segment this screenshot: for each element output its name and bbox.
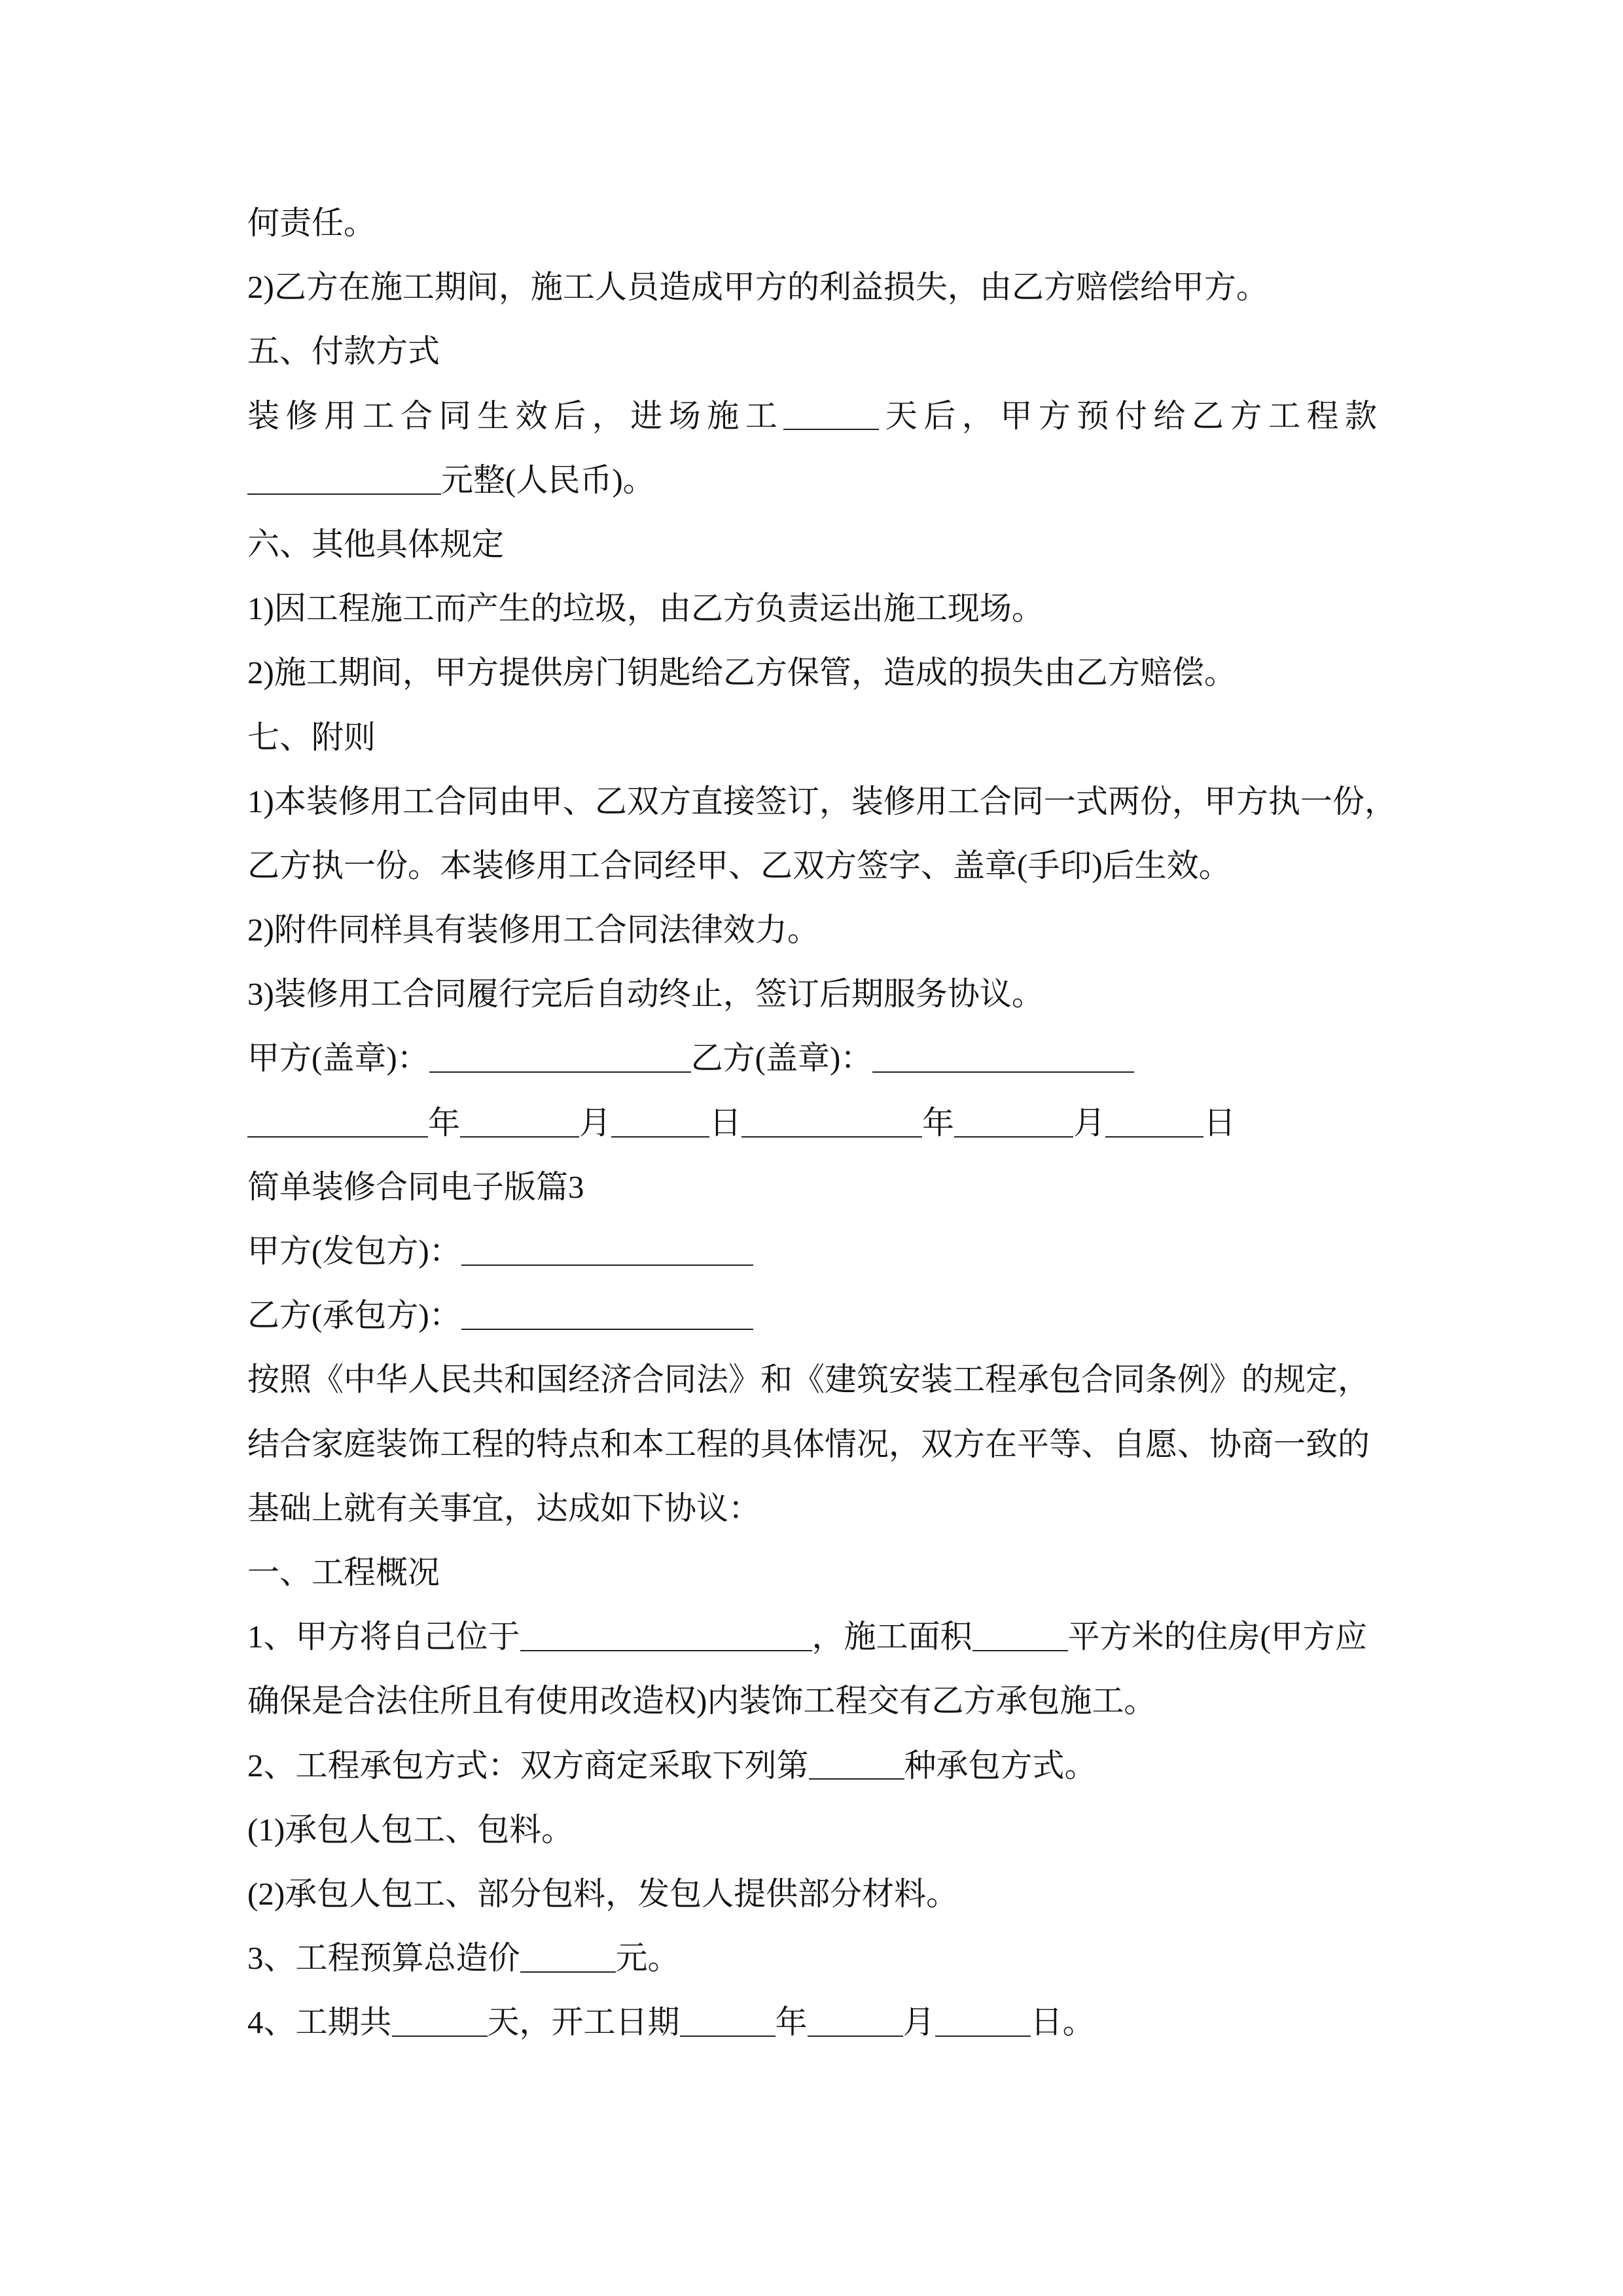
year-blank[interactable] <box>741 1104 922 1138</box>
text-line: 2)乙方在施工期间，施工人员造成甲方的利益损失，由乙方赔偿给甲方。 <box>247 269 1268 306</box>
day-label: 日 <box>709 1104 742 1141</box>
paragraph <box>247 1348 1377 1412</box>
party-a-line <box>247 1219 1377 1283</box>
year-blank[interactable] <box>247 1104 428 1138</box>
period-clause <box>247 1990 1377 2054</box>
party-b-label: 乙方(承包方)： <box>247 1297 461 1334</box>
text-line: 按照《中华人民共和国经济合同法》和《建筑安装工程承包合同条例》的规定， <box>247 1361 1370 1398</box>
payment-clause <box>247 384 1377 448</box>
clause-text: 元。 <box>615 1940 680 1977</box>
day-label: 日。 <box>1030 2004 1095 2041</box>
budget-clause <box>247 1926 1377 1990</box>
subtitle-text: 简单装修合同电子版篇3 <box>247 1168 584 1205</box>
paragraph <box>247 641 1377 705</box>
heading-text: 七、附则 <box>247 719 376 755</box>
text-line: 乙方执一份。本装修用工合同经甲、乙双方签字、盖章(手印)后生效。 <box>247 847 1231 884</box>
party-b-seal-blank[interactable] <box>872 1039 1134 1073</box>
clause-text: 2、工程承包方式：双方商定采取下列第 <box>247 1747 809 1784</box>
year-label: 年 <box>428 1104 461 1141</box>
text-line: 确保是合法住所且有使用改造权)内装饰工程交有乙方承包施工。 <box>247 1683 1156 1719</box>
day-blank[interactable] <box>611 1104 709 1138</box>
signature-dates <box>247 1091 1377 1155</box>
day-blank[interactable] <box>1105 1104 1204 1138</box>
party-a-seal-blank[interactable] <box>429 1039 691 1073</box>
text-line: 何责任。 <box>247 205 376 241</box>
amount-clause <box>247 448 1377 512</box>
clause-text: 平方米的住房(甲方应 <box>1067 1619 1367 1655</box>
paragraph <box>247 770 1397 834</box>
signature-line <box>247 1026 1377 1090</box>
document-body <box>247 191 1397 2054</box>
text-line: 3)装修用工合同履行完后自动终止，签订后期服务协议。 <box>247 976 1044 1013</box>
paragraph <box>247 1477 1377 1541</box>
party-b-line <box>247 1283 1377 1348</box>
section-heading <box>247 706 1377 770</box>
year-label: 年 <box>922 1104 955 1141</box>
clause-text: 天后，甲方预付给乙方工程款 <box>879 397 1377 434</box>
paragraph <box>247 1798 1377 1862</box>
paragraph <box>247 577 1377 641</box>
clause-text: 种承包方式。 <box>904 1747 1097 1784</box>
location-clause <box>247 1605 1377 1669</box>
year-label: 年 <box>775 2004 808 2041</box>
contract-mode-clause <box>247 1734 1377 1798</box>
clause-text: 1、甲方将自己位于 <box>247 1619 520 1655</box>
location-blank[interactable] <box>520 1618 812 1651</box>
paragraph <box>247 1412 1377 1477</box>
duration-blank[interactable] <box>392 2003 488 2037</box>
party-a-name-blank[interactable] <box>461 1232 753 1266</box>
month-label: 月 <box>902 2004 935 2041</box>
month-blank[interactable] <box>954 1104 1073 1138</box>
text-line: 2)附件同样具有装修用工合同法律效力。 <box>247 912 819 948</box>
text-line: 基础上就有关事宜，达成如下协议： <box>247 1490 761 1526</box>
clause-text: 元整(人民币)。 <box>441 461 655 498</box>
paragraph <box>247 962 1377 1026</box>
paragraph <box>247 191 1377 255</box>
mode-number-blank[interactable] <box>809 1746 904 1780</box>
text-line: (1)承包人包工、包料。 <box>247 1811 574 1848</box>
text-line: 1)因工程施工而产生的垃圾，由乙方负责运出施工现场。 <box>247 590 1044 627</box>
amount-blank[interactable] <box>247 461 441 495</box>
text-line: 2)施工期间，甲方提供房门钥匙给乙方保管，造成的损失由乙方赔偿。 <box>247 655 1236 691</box>
paragraph <box>247 834 1377 898</box>
clause-text: 天，开工日期 <box>487 2004 680 2041</box>
start-month-blank[interactable] <box>808 2003 903 2037</box>
party-b-seal-label: 乙方(盖章)： <box>690 1040 873 1077</box>
heading-text: 一、工程概况 <box>247 1554 440 1590</box>
month-label: 月 <box>1073 1104 1106 1141</box>
document-subtitle <box>247 1155 1377 1219</box>
clause-text: 装修用工合同生效后，进场施工 <box>247 397 784 434</box>
clause-text: 4、工期共 <box>247 2004 392 2041</box>
month-blank[interactable] <box>460 1104 579 1138</box>
heading-text: 五、付款方式 <box>247 333 440 370</box>
paragraph <box>247 1862 1377 1926</box>
start-year-blank[interactable] <box>680 2003 776 2037</box>
section-heading <box>247 319 1377 384</box>
paragraph <box>247 255 1377 319</box>
party-a-seal-label: 甲方(盖章)： <box>247 1040 429 1077</box>
text-line: 结合家庭装饰工程的特点和本工程的具体情况，双方在平等、自愿、协商一致的 <box>247 1426 1370 1462</box>
day-label: 日 <box>1204 1104 1236 1141</box>
party-b-name-blank[interactable] <box>461 1297 753 1330</box>
budget-blank[interactable] <box>520 1939 616 1973</box>
text-line: (2)承包人包工、部分包料，发包人提供部分材料。 <box>247 1875 959 1912</box>
clause-text: ，施工面积 <box>812 1619 972 1655</box>
start-day-blank[interactable] <box>935 2003 1031 2037</box>
area-blank[interactable] <box>972 1618 1068 1651</box>
month-label: 月 <box>579 1104 612 1141</box>
party-a-label: 甲方(发包方)： <box>247 1233 461 1269</box>
section-heading <box>247 512 1377 577</box>
days-blank[interactable] <box>783 397 879 430</box>
text-line: 1)本装修用工合同由甲、乙双方直接签订，装修用工合同一式两份，甲方执一份， <box>247 783 1397 819</box>
section-heading <box>247 1541 1377 1605</box>
paragraph <box>247 898 1377 962</box>
paragraph <box>247 1669 1377 1733</box>
clause-text: 3、工程预算总造价 <box>247 1940 520 1977</box>
heading-text: 六、其他具体规定 <box>247 526 505 562</box>
